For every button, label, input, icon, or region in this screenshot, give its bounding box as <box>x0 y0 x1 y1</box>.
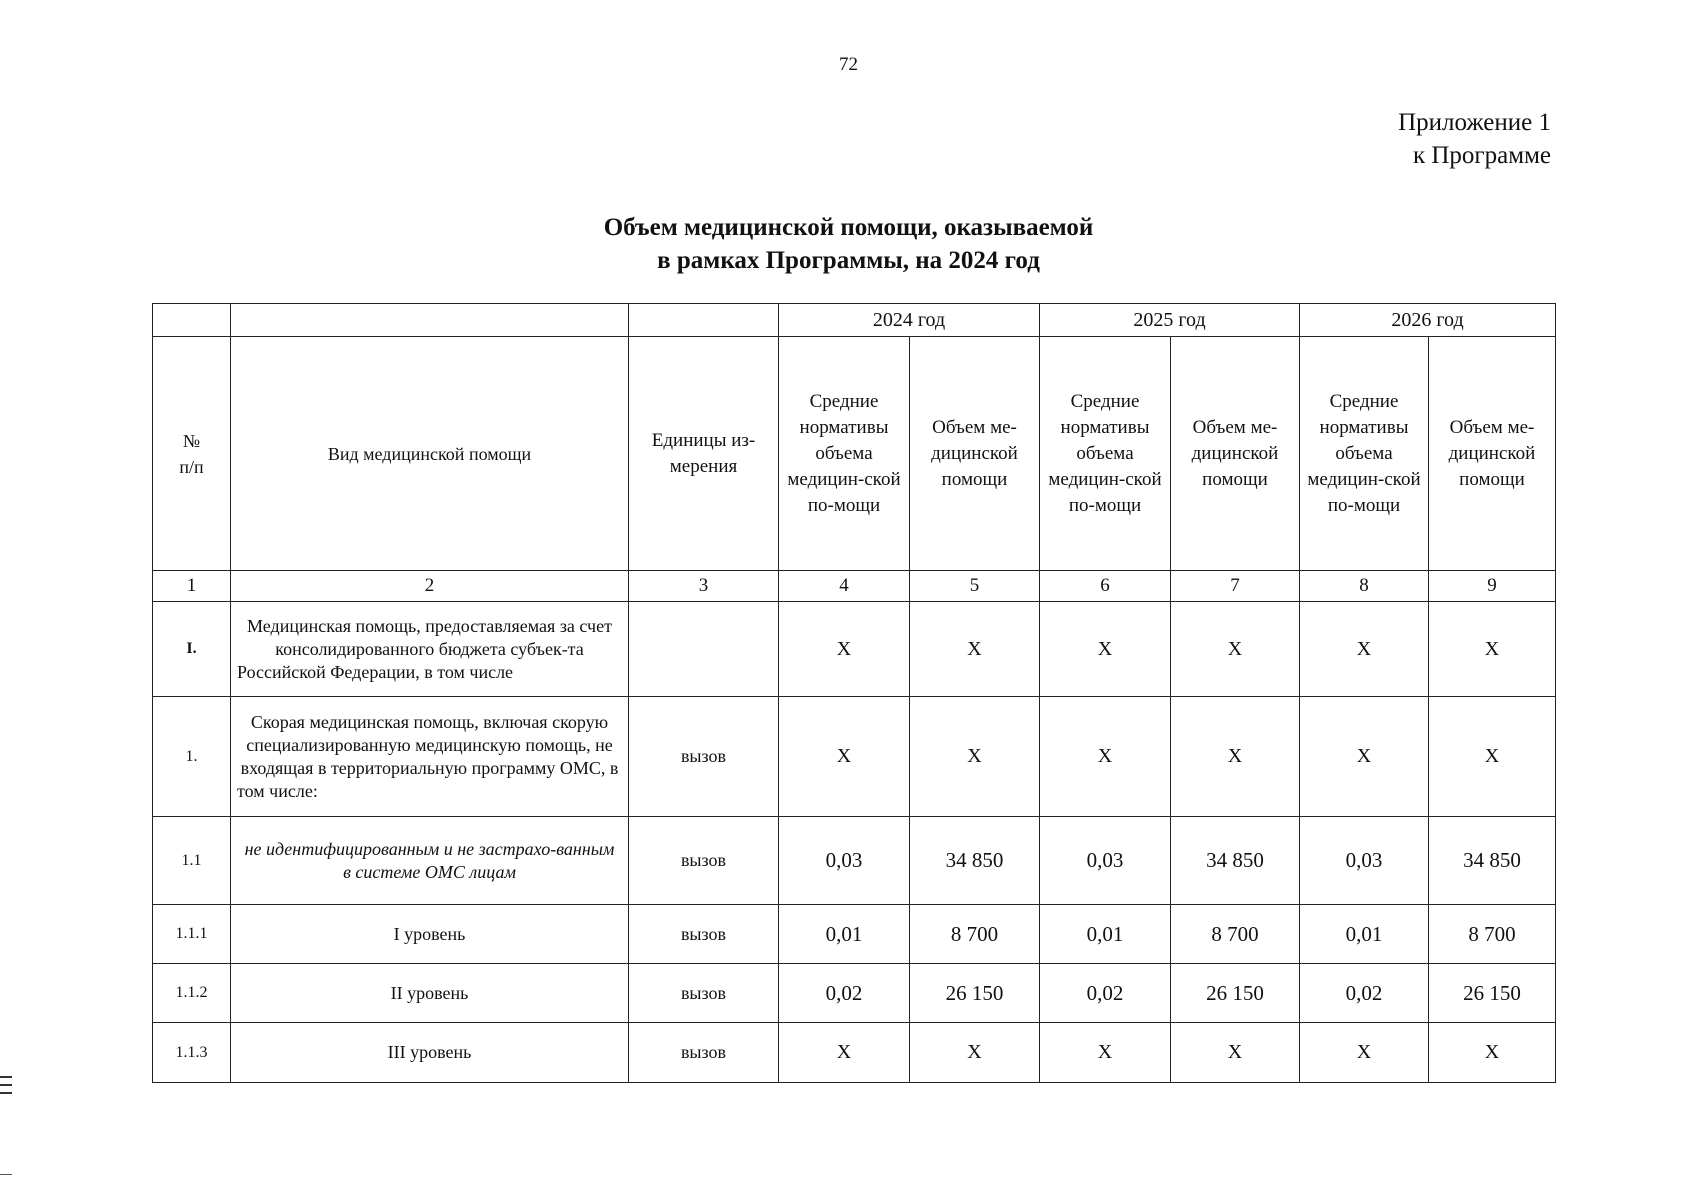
scan-margin-mark <box>0 1084 12 1086</box>
row-value: Х <box>1040 602 1171 697</box>
column-number: 7 <box>1171 571 1300 602</box>
row-value: Х <box>1171 602 1300 697</box>
row-value: Х <box>779 1023 910 1083</box>
row-description: III уровень <box>231 1023 629 1083</box>
row-unit: вызов <box>629 697 779 817</box>
header-blank-cell <box>629 304 779 337</box>
table-row <box>153 964 1556 1023</box>
row-description: Скорая медицинская помощь, включая скорую специализированную медицинскую помощь, не входящая в территориальную программу ОМС, в том числе: <box>231 697 629 817</box>
row-value: Х <box>1429 697 1556 817</box>
year-header-2025: 2025 год <box>1040 304 1300 337</box>
appendix-line-1: Приложение 1 <box>1398 109 1551 136</box>
year-header-row <box>153 304 1556 337</box>
row-description: I уровень <box>231 905 629 964</box>
row-number: 1. <box>153 697 231 817</box>
column-number: 5 <box>910 571 1040 602</box>
row-value: 0,03 <box>1300 817 1429 905</box>
row-value: Х <box>910 1023 1040 1083</box>
header-units: Единицы из-мерения <box>629 337 779 571</box>
row-value: Х <box>1300 602 1429 697</box>
row-description: Медицинская помощь, предоставляемая за счет консолидированного бюджета субъек-та Российской Федерации, в том числе <box>231 602 629 697</box>
row-value: 34 850 <box>910 817 1040 905</box>
scan-margin-mark <box>0 1076 12 1078</box>
header-volume-2024: Объем ме-дицинской помощи <box>910 337 1040 571</box>
header-volume-2026: Объем ме-дицинской помощи <box>1429 337 1556 571</box>
year-header-2026: 2026 год <box>1300 304 1556 337</box>
document-title <box>0 211 1697 277</box>
row-number: 1.1.3 <box>153 1023 231 1083</box>
row-value: Х <box>779 602 910 697</box>
column-number: 8 <box>1300 571 1429 602</box>
page-number: 72 <box>839 54 858 75</box>
row-value: Х <box>1429 1023 1556 1083</box>
row-unit: вызов <box>629 817 779 905</box>
table-row <box>153 905 1556 964</box>
row-value: Х <box>1429 602 1556 697</box>
row-value: 26 150 <box>1171 964 1300 1023</box>
column-number-row <box>153 571 1556 602</box>
row-value: 0,01 <box>779 905 910 964</box>
row-value: Х <box>1300 1023 1429 1083</box>
row-value: 34 850 <box>1171 817 1300 905</box>
row-value: 0,03 <box>1040 817 1171 905</box>
row-value: 0,01 <box>1040 905 1171 964</box>
appendix-line-2: к Программе <box>1412 142 1551 169</box>
row-number: 1.1 <box>153 817 231 905</box>
row-number: 1.1.1 <box>153 905 231 964</box>
row-value: Х <box>1040 1023 1171 1083</box>
column-number: 2 <box>231 571 629 602</box>
appendix-note <box>1398 106 1551 172</box>
row-value: 0,02 <box>779 964 910 1023</box>
column-number: 4 <box>779 571 910 602</box>
row-value: 0,02 <box>1300 964 1429 1023</box>
row-description: не идентифицированным и не застрахо-ванным в системе ОМС лицам <box>231 817 629 905</box>
row-value: Х <box>910 602 1040 697</box>
row-value: Х <box>1171 697 1300 817</box>
row-value: 8 700 <box>910 905 1040 964</box>
header-norms-2026: Средние нормативы объема медицин-ской по-мощи <box>1300 337 1429 571</box>
scan-margin-mark <box>0 1092 12 1094</box>
title-line-2: в рамках Программы, на 2024 год <box>657 247 1040 274</box>
row-unit <box>629 602 779 697</box>
row-value: 34 850 <box>1429 817 1556 905</box>
header-number: № п/п <box>153 337 231 571</box>
table-row <box>153 817 1556 905</box>
row-description: II уровень <box>231 964 629 1023</box>
column-number: 9 <box>1429 571 1556 602</box>
header-blank-cell <box>153 304 231 337</box>
medical-care-volume-table <box>152 303 1556 1083</box>
row-value: 26 150 <box>910 964 1040 1023</box>
column-header-row <box>153 337 1556 571</box>
header-blank-cell <box>231 304 629 337</box>
header-norms-2025: Средние нормативы объема медицин-ской по-мощи <box>1040 337 1171 571</box>
row-value: Х <box>779 697 910 817</box>
row-value: 0,03 <box>779 817 910 905</box>
row-value: 8 700 <box>1171 905 1300 964</box>
column-number: 3 <box>629 571 779 602</box>
year-header-2024: 2024 год <box>779 304 1040 337</box>
column-number: 6 <box>1040 571 1171 602</box>
column-number: 1 <box>153 571 231 602</box>
row-value: 26 150 <box>1429 964 1556 1023</box>
row-unit: вызов <box>629 964 779 1023</box>
row-value: Х <box>1040 697 1171 817</box>
row-value: Х <box>1300 697 1429 817</box>
row-value: Х <box>1171 1023 1300 1083</box>
row-unit: вызов <box>629 905 779 964</box>
table-row <box>153 697 1556 817</box>
row-value: 0,02 <box>1040 964 1171 1023</box>
row-value: Х <box>910 697 1040 817</box>
header-care-type: Вид медицинской помощи <box>231 337 629 571</box>
table-row <box>153 1023 1556 1083</box>
row-number: 1.1.2 <box>153 964 231 1023</box>
header-volume-2025: Объем ме-дицинской помощи <box>1171 337 1300 571</box>
row-value: 0,01 <box>1300 905 1429 964</box>
header-norms-2024: Средние нормативы объема медицин-ской по-мощи <box>779 337 910 571</box>
scan-margin-mark <box>0 1174 12 1175</box>
row-value: 8 700 <box>1429 905 1556 964</box>
row-number: I. <box>153 602 231 697</box>
row-unit: вызов <box>629 1023 779 1083</box>
table-row <box>153 602 1556 697</box>
title-line-1: Объем медицинской помощи, оказываемой <box>603 214 1094 241</box>
